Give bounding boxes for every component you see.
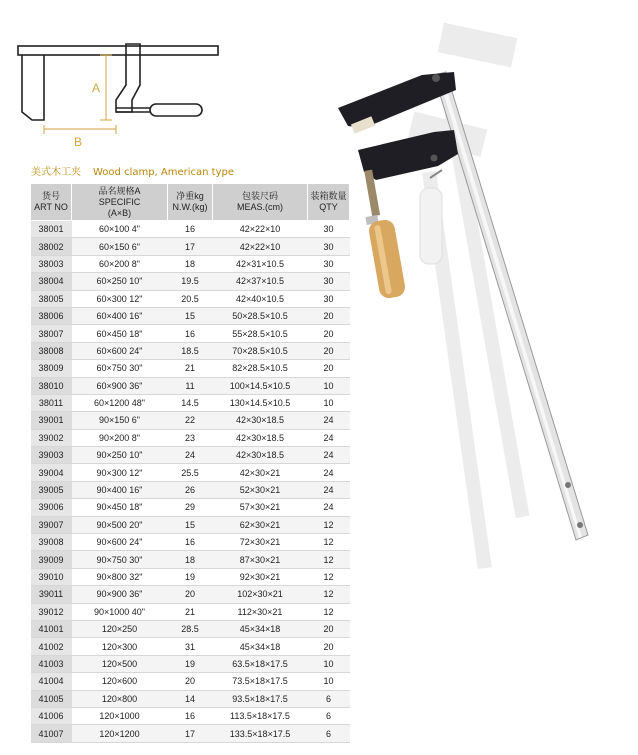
qty-cell: 6 [308,690,350,707]
table-row [31,377,350,394]
weight-cell: 15 [168,516,213,533]
art-no-cell: 41005 [31,690,72,707]
art-no-cell: 39012 [31,603,72,620]
weight-cell: 18.5 [168,342,213,359]
qty-cell: 12 [308,603,350,620]
meas-cell: 42×22×10 [213,238,308,255]
meas-cell: 130×14.5×10.5 [213,394,308,411]
dimension-b-label: B [74,135,83,149]
table-row [31,568,350,585]
specification-table [30,183,350,743]
art-no-cell: 39002 [31,429,72,446]
weight-cell: 22 [168,412,213,429]
qty-cell: 24 [308,464,350,481]
art-no-cell: 38004 [31,273,72,290]
art-no-cell: 38009 [31,360,72,377]
weight-cell: 21 [168,603,213,620]
art-no-cell: 39003 [31,447,72,464]
table-row [31,534,350,551]
meas-cell: 93.5×18×17.5 [213,690,308,707]
table-row [31,360,350,377]
qty-cell: 24 [308,481,350,498]
art-no-cell: 39001 [31,412,72,429]
weight-cell: 15 [168,307,213,324]
art-no-cell: 38008 [31,342,72,359]
spec-cell: 60×450 18" [72,325,168,342]
header-specific: 品名规格A SPECIFIC (A×B) [72,184,168,221]
spec-cell: 90×150 6" [72,412,168,429]
table-row [31,620,350,637]
spec-cell: 120×1000 [72,707,168,724]
weight-cell: 20.5 [168,290,213,307]
art-no-cell: 39005 [31,481,72,498]
meas-cell: 42×31×10.5 [213,255,308,272]
qty-cell: 12 [308,568,350,585]
qty-cell: 20 [308,360,350,377]
art-no-cell: 39007 [31,516,72,533]
spec-cell: 60×250 10" [72,273,168,290]
wooden-handle [367,218,406,299]
art-no-cell: 41002 [31,638,72,655]
spec-cell: 60×600 24" [72,342,168,359]
table-row [31,290,350,307]
wood-clamp-product-image [330,20,638,580]
table-row [31,603,350,620]
qty-cell: 6 [308,725,350,742]
spec-cell: 120×250 [72,620,168,637]
clamp-dimension-diagram [8,30,223,150]
qty-cell: 20 [308,620,350,637]
table-row [31,307,350,324]
qty-cell: 12 [308,551,350,568]
weight-cell: 14.5 [168,394,213,411]
weight-cell: 23 [168,429,213,446]
weight-cell: 16 [168,707,213,724]
meas-cell: 72×30×21 [213,534,308,551]
table-row [31,464,350,481]
table-row [31,447,350,464]
art-no-cell: 41007 [31,725,72,742]
qty-cell: 24 [308,499,350,516]
meas-cell: 62×30×21 [213,516,308,533]
weight-cell: 16 [168,221,213,238]
meas-cell: 42×30×21 [213,464,308,481]
spec-cell: 60×150 6" [72,238,168,255]
meas-cell: 112×30×21 [213,603,308,620]
spec-cell: 90×450 18" [72,499,168,516]
weight-cell: 29 [168,499,213,516]
qty-cell: 30 [308,273,350,290]
spec-cell: 90×300 12" [72,464,168,481]
weight-cell: 31 [168,638,213,655]
weight-cell: 19.5 [168,273,213,290]
weight-cell: 19 [168,568,213,585]
qty-cell: 12 [308,516,350,533]
spec-cell: 60×750 30" [72,360,168,377]
meas-cell: 87×30×21 [213,551,308,568]
table-row [31,429,350,446]
meas-cell: 42×22×10 [213,221,308,238]
art-no-cell: 39011 [31,586,72,603]
meas-cell: 82×28.5×10.5 [213,360,308,377]
art-no-cell: 41006 [31,707,72,724]
spec-cell: 60×300 12" [72,290,168,307]
meas-cell: 70×28.5×10.5 [213,342,308,359]
meas-cell: 100×14.5×10.5 [213,377,308,394]
table-row [31,342,350,359]
art-no-cell: 38005 [31,290,72,307]
table-row [31,412,350,429]
qty-cell: 30 [308,255,350,272]
weight-cell: 20 [168,586,213,603]
art-no-cell: 38001 [31,221,72,238]
qty-cell: 10 [308,673,350,690]
weight-cell: 20 [168,673,213,690]
header-qty: 装箱数量 QTY [308,184,350,221]
art-no-cell: 39004 [31,464,72,481]
title-cn: 美式木工夹 [31,167,81,178]
art-no-cell: 38010 [31,377,72,394]
header-net-weight: 净重kg N.W.(kg) [168,184,213,221]
art-no-cell: 38007 [31,325,72,342]
spec-cell: 60×200 8" [72,255,168,272]
art-no-cell: 41001 [31,620,72,637]
qty-cell: 10 [308,377,350,394]
art-no-cell: 38003 [31,255,72,272]
qty-cell: 20 [308,325,350,342]
qty-cell: 20 [308,638,350,655]
spec-cell: 90×250 10" [72,447,168,464]
meas-cell: 63.5×18×17.5 [213,655,308,672]
qty-cell: 10 [308,394,350,411]
meas-cell: 42×30×18.5 [213,412,308,429]
meas-cell: 113.5×18×17.5 [213,707,308,724]
spec-cell: 120×800 [72,690,168,707]
qty-cell: 30 [308,221,350,238]
weight-cell: 18 [168,255,213,272]
table-row [31,551,350,568]
meas-cell: 55×28.5×10.5 [213,325,308,342]
meas-cell: 42×30×18.5 [213,447,308,464]
art-no-cell: 38011 [31,394,72,411]
qty-cell: 24 [308,429,350,446]
meas-cell: 42×37×10.5 [213,273,308,290]
art-no-cell: 38002 [31,238,72,255]
spec-cell: 90×1000 40" [72,603,168,620]
spec-cell: 90×200 8" [72,429,168,446]
qty-cell: 24 [308,412,350,429]
ghost-handle [420,188,442,264]
art-no-cell: 41004 [31,673,72,690]
meas-cell: 45×34×18 [213,620,308,637]
table-row [31,221,350,238]
art-no-cell: 39009 [31,551,72,568]
section-title [31,163,234,178]
table-row [31,690,350,707]
header-measurement: 包装尺码 MEAS.(cm) [213,184,308,221]
meas-cell: 133.5×18×17.5 [213,725,308,742]
spec-cell: 60×900 36" [72,377,168,394]
table-body [31,221,350,743]
art-no-cell: 38006 [31,307,72,324]
meas-cell: 73.5×18×17.5 [213,673,308,690]
weight-cell: 17 [168,725,213,742]
qty-cell: 12 [308,534,350,551]
spec-cell: 120×1200 [72,725,168,742]
table-row [31,516,350,533]
art-no-cell: 39010 [31,568,72,585]
weight-cell: 25.5 [168,464,213,481]
qty-cell: 30 [308,290,350,307]
qty-cell: 24 [308,447,350,464]
meas-cell: 50×28.5×10.5 [213,307,308,324]
qty-cell: 20 [308,307,350,324]
weight-cell: 18 [168,551,213,568]
spec-cell: 60×400 16" [72,307,168,324]
table-row [31,638,350,655]
weight-cell: 11 [168,377,213,394]
qty-cell: 30 [308,238,350,255]
meas-cell: 52×30×21 [213,481,308,498]
table-row [31,725,350,742]
qty-cell: 20 [308,342,350,359]
art-no-cell: 41003 [31,655,72,672]
meas-cell: 92×30×21 [213,568,308,585]
meas-cell: 42×30×18.5 [213,429,308,446]
qty-cell: 6 [308,707,350,724]
table-row [31,325,350,342]
spec-cell: 120×500 [72,655,168,672]
meas-cell: 57×30×21 [213,499,308,516]
table-row [31,673,350,690]
title-en: Wood clamp, American type [93,167,235,178]
weight-cell: 24 [168,447,213,464]
table-row [31,586,350,603]
header-art-no: 货号 ART NO [31,184,72,221]
table-row [31,655,350,672]
spec-cell: 90×500 20" [72,516,168,533]
table-row [31,255,350,272]
spec-cell: 90×900 36" [72,586,168,603]
qty-cell: 10 [308,655,350,672]
art-no-cell: 39008 [31,534,72,551]
table-header-row [31,184,350,221]
weight-cell: 16 [168,325,213,342]
weight-cell: 19 [168,655,213,672]
spec-cell: 90×600 24" [72,534,168,551]
table-row [31,238,350,255]
table-row [31,481,350,498]
weight-cell: 14 [168,690,213,707]
weight-cell: 21 [168,360,213,377]
meas-cell: 45×34×18 [213,638,308,655]
table-row [31,707,350,724]
spec-cell: 120×600 [72,673,168,690]
weight-cell: 26 [168,481,213,498]
meas-cell: 102×30×21 [213,586,308,603]
meas-cell: 42×40×10.5 [213,290,308,307]
spec-cell: 90×400 16" [72,481,168,498]
spec-cell: 60×100 4" [72,221,168,238]
dimension-a-label: A [92,81,101,95]
art-no-cell: 39006 [31,499,72,516]
spec-cell: 90×750 30" [72,551,168,568]
qty-cell: 12 [308,586,350,603]
weight-cell: 17 [168,238,213,255]
spec-cell: 90×800 32" [72,568,168,585]
table-row [31,273,350,290]
table-row [31,499,350,516]
weight-cell: 28.5 [168,620,213,637]
weight-cell: 16 [168,534,213,551]
spec-cell: 60×1200 48" [72,394,168,411]
spec-cell: 120×300 [72,638,168,655]
table-row [31,394,350,411]
